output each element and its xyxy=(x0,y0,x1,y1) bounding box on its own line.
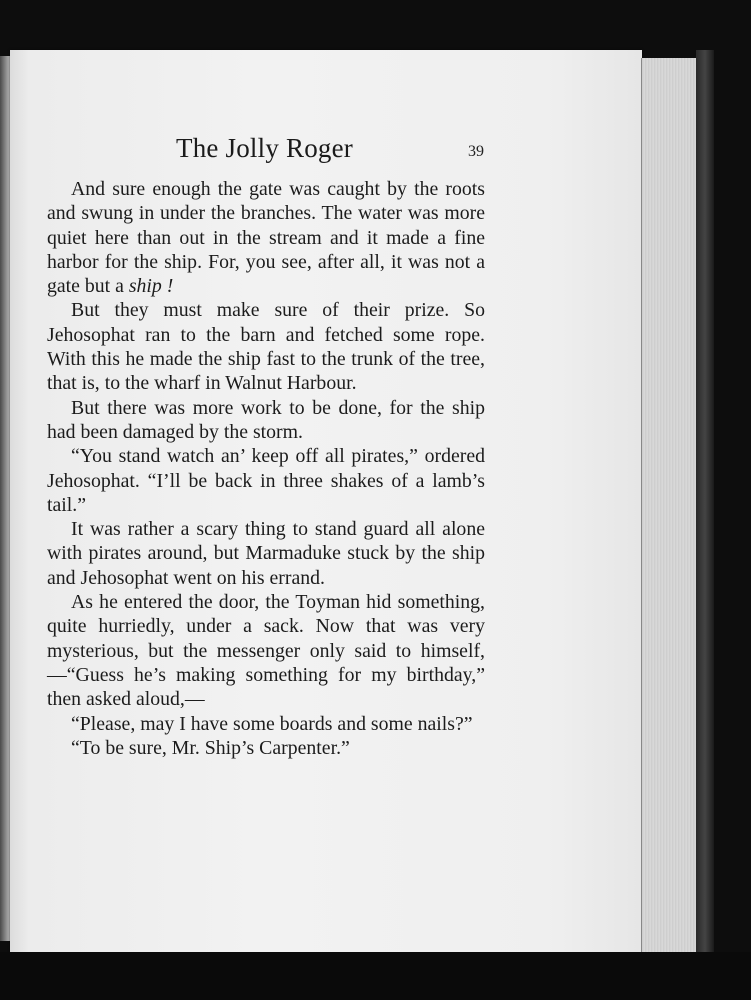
paragraph-text: But there was more work to be done, for the ship had been damaged by the storm. xyxy=(47,396,485,443)
paragraph-text: As he entered the door, the Toyman hid something, quite hurriedly, under a sack. Now that was very mysterious, but the messenger only said to himself,—“Guess he’s making something for my birthday,” then asked aloud,— xyxy=(47,591,485,711)
paragraph xyxy=(47,590,485,711)
paragraph xyxy=(47,712,485,736)
background-shadow xyxy=(0,952,751,1000)
book-cover-edge xyxy=(696,50,714,955)
paragraph xyxy=(47,517,485,590)
paragraph-text: It was rather a scary thing to stand guard all alone with pirates around, but Marmaduke stuck by the ship and Jehosophat went on his errand. xyxy=(47,518,485,589)
paragraph-text: “To be sure, Mr. Ship’s Carpenter.” xyxy=(71,736,350,759)
paragraph-text: And sure enough the gate was caught by the roots and swung in under the branches. The water was more quiet here than out in the stream and it made a fine harbor for the ship. For, you see, after all, it was not a gate but a xyxy=(47,178,485,298)
paragraph-text: But they must make sure of their prize. So Jehosophat ran to the barn and fetched some rope. With this he made the ship fast to the trunk of the tree, that is, to the wharf in Walnut Harbour. xyxy=(47,299,485,395)
page-number: 39 xyxy=(468,143,484,160)
running-head-title: The Jolly Roger xyxy=(176,133,353,163)
paragraph xyxy=(47,736,485,760)
paragraph-text: “Please, may I have some boards and some nails?” xyxy=(71,712,473,735)
paragraph xyxy=(47,396,485,445)
running-head xyxy=(0,133,751,167)
emphasis-text: ship ! xyxy=(128,275,174,298)
paragraph xyxy=(47,444,485,517)
paragraph xyxy=(47,298,485,395)
paragraph xyxy=(47,177,485,298)
paragraph-text: “You stand watch an’ keep off all pirates,” ordered Jehosophat. “I’ll be back in three shakes of a lamb’s tail.” xyxy=(47,445,485,516)
body-text xyxy=(47,177,485,760)
page-block-edge xyxy=(641,58,698,954)
